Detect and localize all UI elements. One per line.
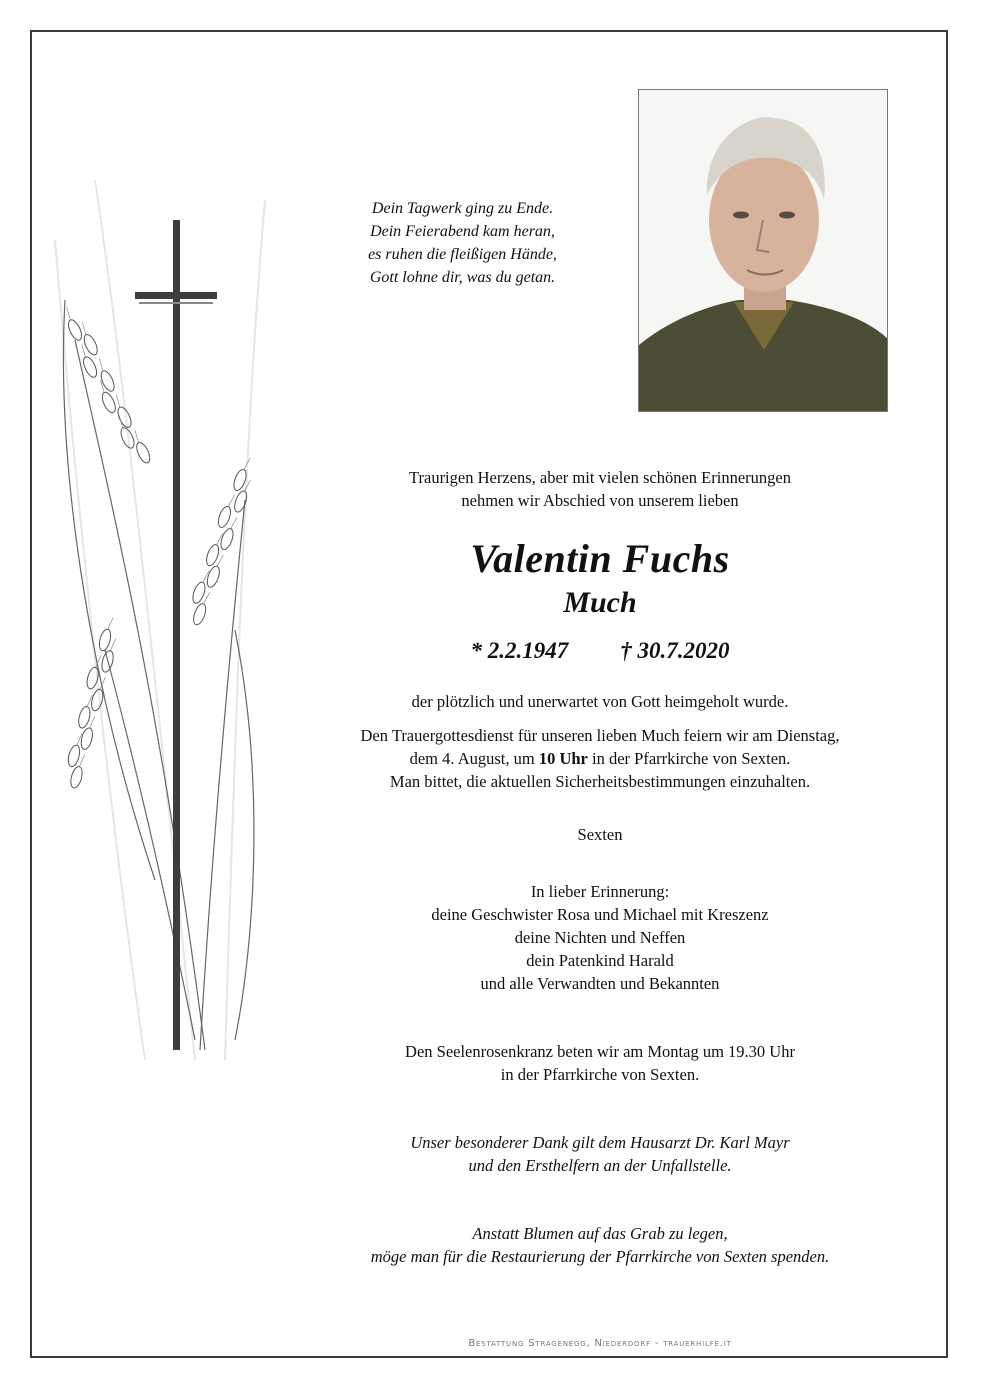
thanks-line: und den Ersthelfern an der Unfallstelle.: [468, 1156, 732, 1175]
poem-line: Dein Tagwerk ging zu Ende.: [371, 200, 554, 217]
family-line: deine Nichten und Neffen: [514, 928, 686, 947]
rosary-line: Den Seelenrosenkranz beten wir am Montag um 19.30 Uhr: [405, 1042, 795, 1061]
thanks-line: Unser besonderer Dank gilt dem Hausarzt Dr. Karl Mayr: [410, 1133, 790, 1152]
service-date-text: dem 4. August, um: [409, 749, 539, 768]
cross-with-wheat-icon: [35, 180, 295, 1070]
poem-line: Gott lohne dir, was du getan.: [369, 269, 556, 286]
flowers-line: möge man für die Restaurierung der Pfarrkirche von Sexten spenden.: [370, 1247, 830, 1266]
family-list: [300, 880, 900, 995]
death-date: † 30.7.2020: [620, 638, 730, 663]
poem-line: Dein Feierabend kam heran,: [370, 223, 555, 240]
life-dates: [300, 636, 900, 666]
family-line: In lieber Erinnerung:: [530, 882, 670, 901]
intro-line: Traurigen Herzens, aber mit vielen schönen Erinnerungen: [409, 468, 791, 487]
footer-credit: Bestattung Stragenegg, Niederdorf - trauerhilfe.it: [468, 1338, 732, 1349]
flowers-line: Anstatt Blumen auf das Grab zu legen,: [472, 1224, 728, 1243]
poem: [320, 197, 605, 289]
service-location-text: in der Pfarrkirche von Sexten.: [587, 749, 791, 768]
family-line: und alle Verwandten und Bekannten: [480, 974, 720, 993]
service-time: 10 Uhr: [538, 749, 588, 768]
poem-line: es ruhen die fleißigen Hände,: [368, 246, 557, 263]
service-line: [300, 747, 900, 770]
flowers-text: [300, 1222, 900, 1268]
intro-text: [300, 466, 900, 512]
rosary-text: [300, 1040, 900, 1086]
called-home-text: der plötzlich und unerwartet von Gott heimgeholt wurde.: [411, 692, 789, 711]
deceased-name: Valentin Fuchs: [470, 536, 730, 581]
family-line: deine Geschwister Rosa und Michael mit Kreszenz: [431, 905, 769, 924]
intro-line: nehmen wir Abschied von unserem lieben: [461, 491, 739, 510]
rosary-line: in der Pfarrkirche von Sexten.: [500, 1065, 700, 1084]
birth-date: * 2.2.1947: [470, 638, 569, 663]
service-line: Den Trauergottesdienst für unseren lieben Much feiern wir am Dienstag,: [360, 726, 840, 745]
family-line: dein Patenkind Harald: [526, 951, 674, 970]
place-name: Sexten: [577, 825, 623, 844]
deceased-nickname: Much: [563, 586, 637, 619]
funeral-service-text: [300, 724, 900, 793]
thanks-text: [300, 1131, 900, 1177]
service-line: Man bittet, die aktuellen Sicherheitsbestimmungen einzuhalten.: [389, 772, 811, 791]
portrait-photo: [638, 89, 888, 412]
